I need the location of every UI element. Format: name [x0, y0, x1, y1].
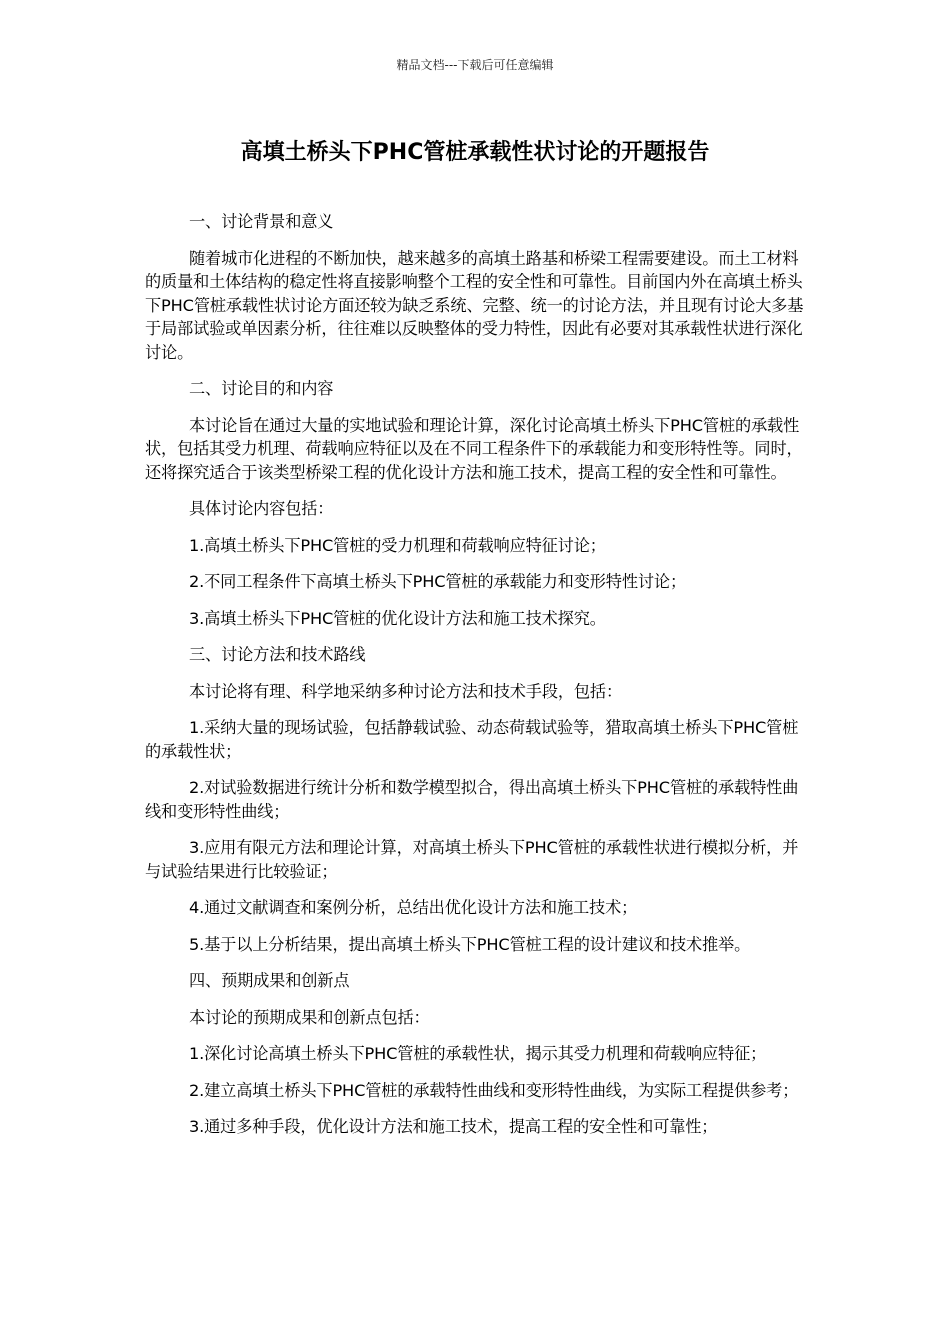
paragraph-methods-intro: 本讨论将有理、科学地采纳多种讨论方法和技术手段，包括：: [189, 681, 623, 701]
outcome-item-2: 2.建立高填土桥头下PHC管桩的承载特性曲线和变形特性曲线，为实际工程提供参考；: [189, 1080, 799, 1100]
method-item-3: 3.应用有限元方法和理论计算，对高填土桥头下PHC管桩的承载性状进行模拟分析，并与试验结果进行比较验证；: [145, 838, 799, 881]
method-item-1: 1.采纳大量的现场试验，包括静载试验、动态荷载试验等，猎取高填土桥头下PHC管桩的承载性状；: [145, 718, 799, 761]
content-item-1: 1.高填土桥头下PHC管桩的受力机理和荷载响应特征讨论；: [189, 535, 606, 555]
paragraph-background: 随着城市化进程的不断加快，越来越多的高填土路基和桥梁工程需要建设。而土工材料的质量和土体结构的稳定性将直接影响整个工程的安全性和可靠性。目前国内外在高填土桥头下PHC管桩承载性状讨论方面还较为缺乏系统、完整、统一的讨论方法，并且现有讨论大多基于局部试验或单因素分析，往往难以反映整体的受力特性，因此有必要对其承载性状进行深化讨论。: [145, 248, 804, 362]
section-heading-outcomes: 四、预期成果和创新点: [189, 971, 350, 990]
paragraph-outcomes-intro: 本讨论的预期成果和创新点包括：: [189, 1007, 430, 1027]
section-heading-objectives: 二、讨论目的和内容: [189, 379, 334, 398]
method-item-5: 5.基于以上分析结果，提出高填土桥头下PHC管桩工程的设计建议和技术推举。: [189, 934, 751, 954]
paragraph-content-intro: 具体讨论内容包括：: [189, 499, 334, 518]
document-title: 高填土桥头下PHC管桩承载性状讨论的开题报告: [240, 140, 710, 165]
page-header: 精品文档---下载后可任意编辑: [396, 58, 554, 72]
content-item-2: 2.不同工程条件下高填土桥头下PHC管桩的承载能力和变形特性讨论；: [189, 572, 686, 591]
content-item-3: 3.高填土桥头下PHC管桩的优化设计方法和施工技术探究。: [189, 608, 606, 628]
outcome-item-1: 1.深化讨论高填土桥头下PHC管桩的承载性状，揭示其受力机理和荷载响应特征；: [189, 1044, 767, 1063]
method-item-4: 4.通过文献调查和案例分析，总结出优化设计方法和施工技术；: [189, 898, 638, 917]
section-heading-methods: 三、讨论方法和技术路线: [189, 645, 366, 664]
outcome-item-3: 3.通过多种手段，优化设计方法和施工技术，提高工程的安全性和可靠性；: [189, 1117, 718, 1136]
method-item-2: 2.对试验数据进行统计分析和数学模型拟合，得出高填土桥头下PHC管桩的承载特性曲线和变形特性曲线；: [145, 778, 799, 821]
section-heading-background: 一、讨论背景和意义: [189, 212, 334, 231]
document-body: [145, 210, 805, 1152]
paragraph-objectives: 本讨论旨在通过大量的实地试验和理论计算，深化讨论高填土桥头下PHC管桩的承载性状，包括其受力机理、荷载响应特征以及在不同工程条件下的承载能力和变形特性等。同时，还将探究适合于该类型桥梁工程的优化设计方法和施工技术，提高工程的安全性和可靠性。: [145, 415, 803, 482]
